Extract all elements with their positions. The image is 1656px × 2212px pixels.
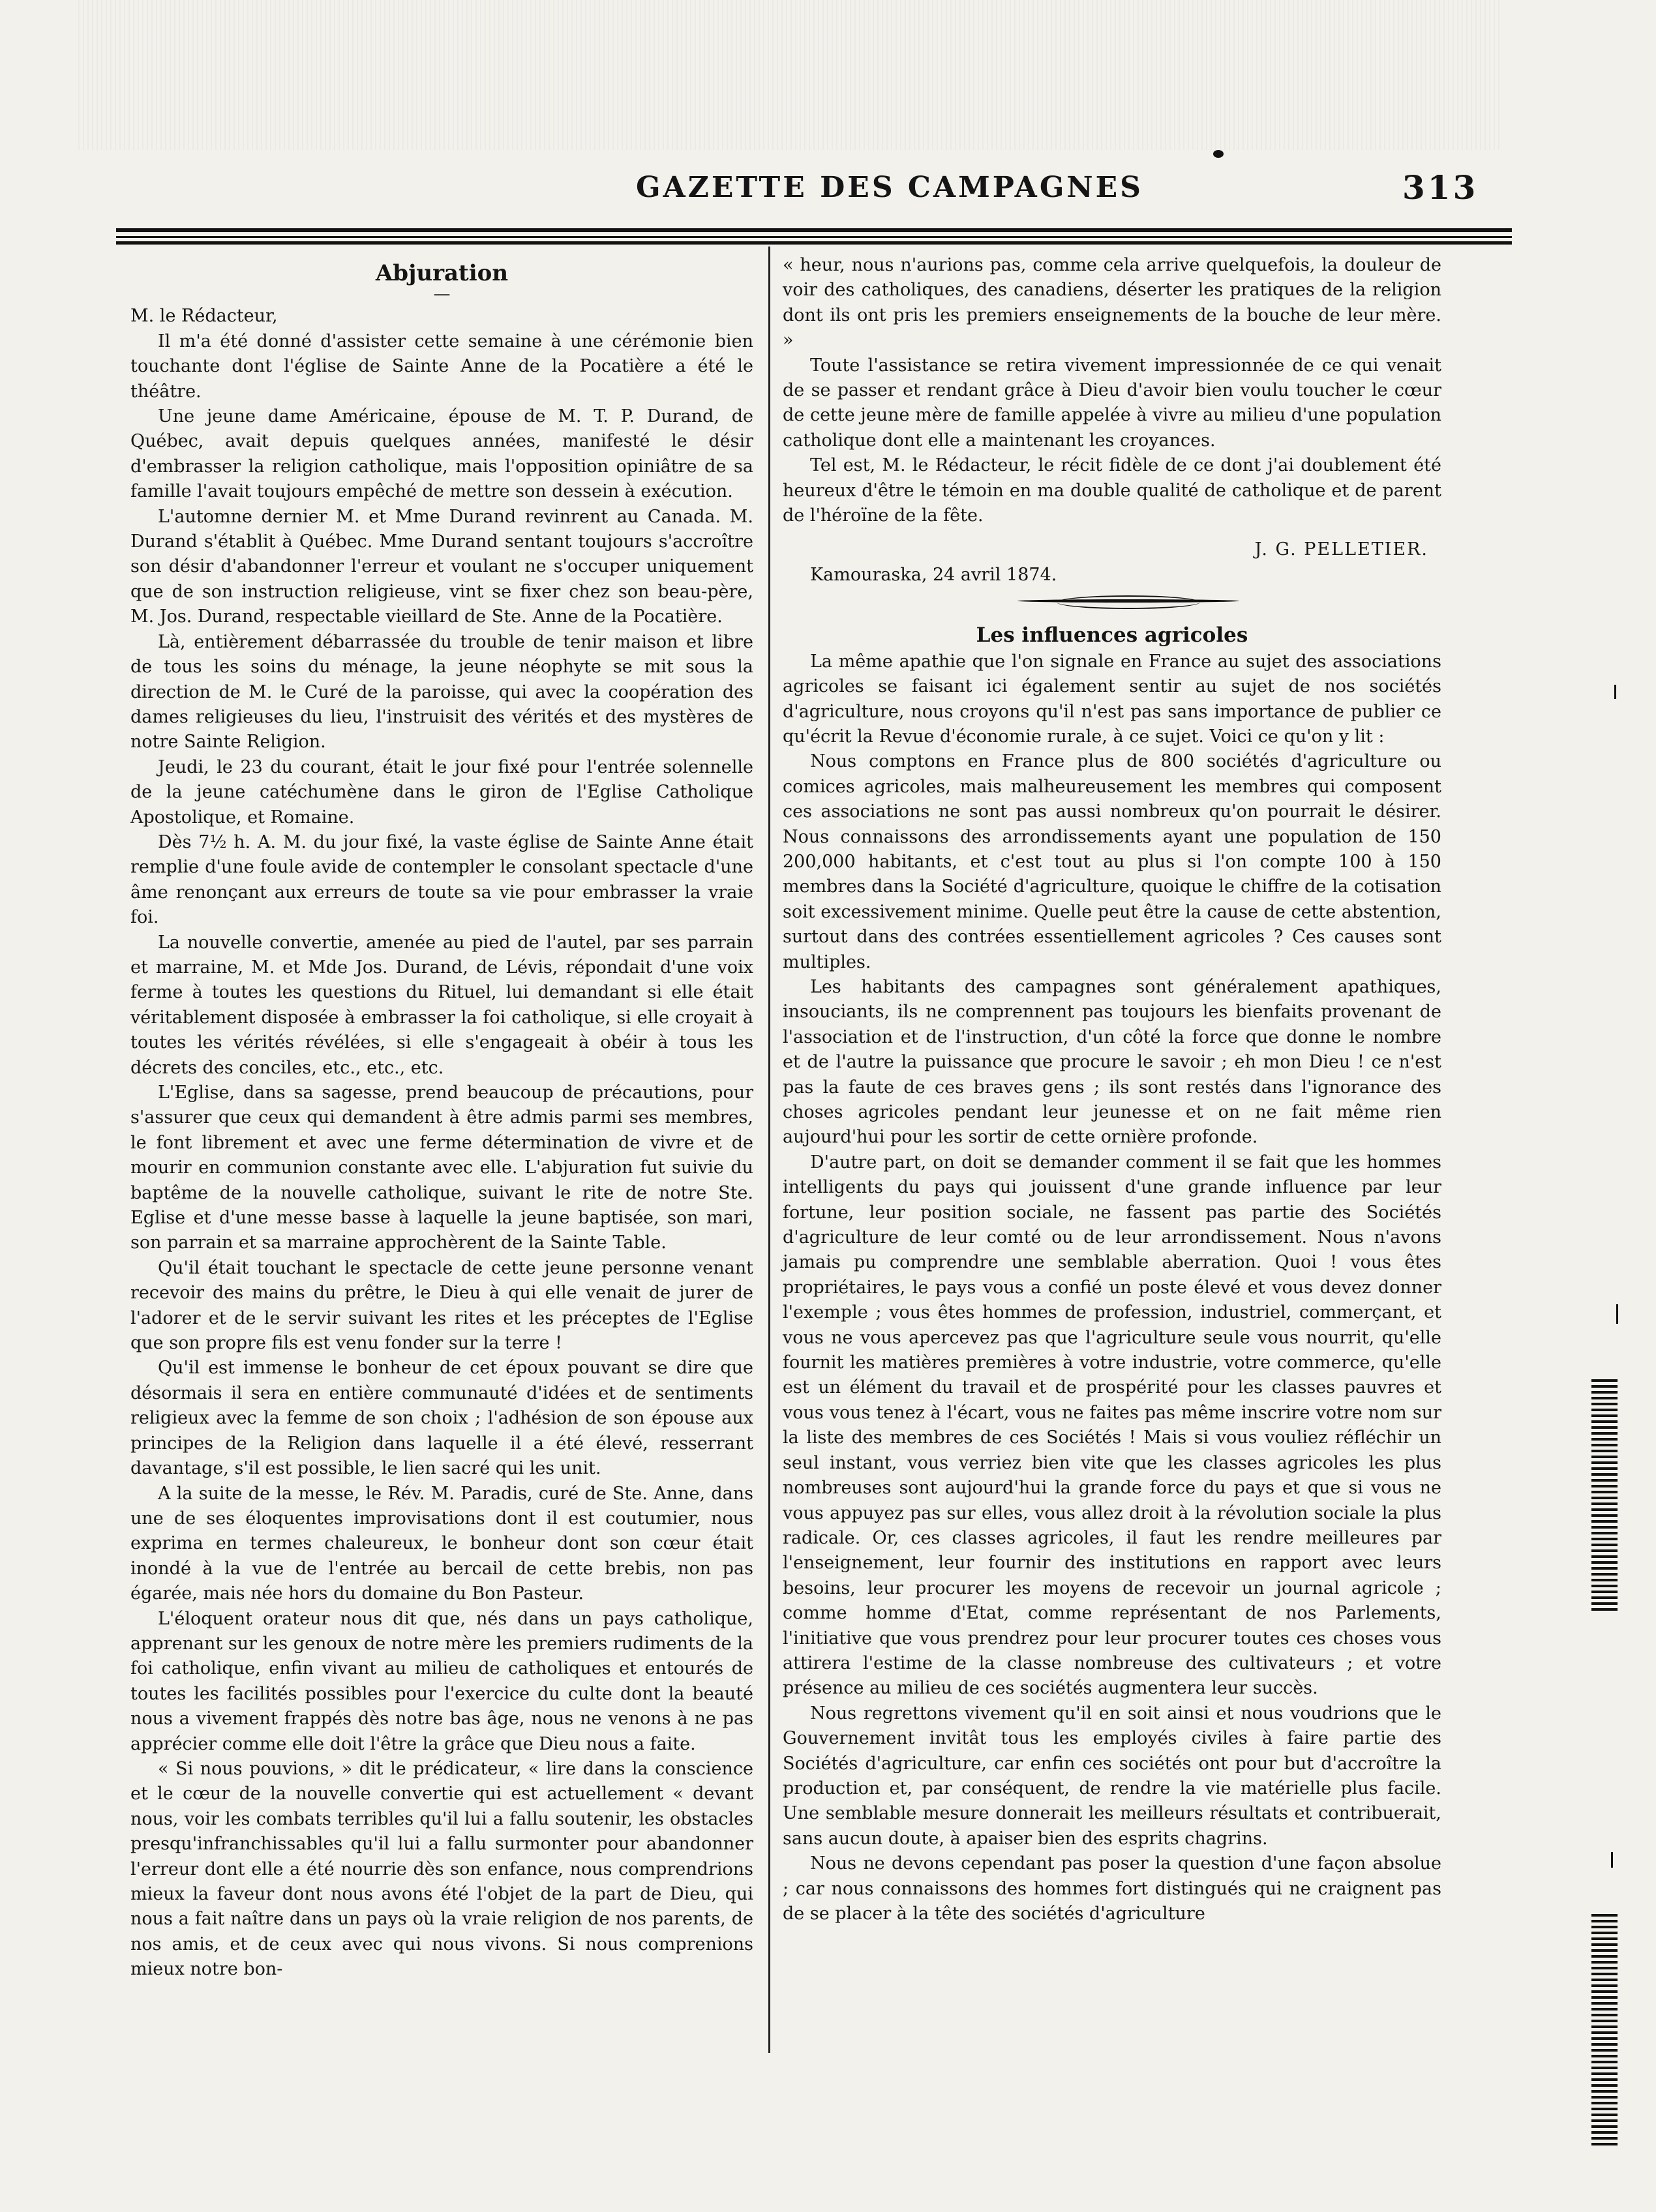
article-heading: Les influences agricoles <box>976 623 1248 648</box>
continuation-paragraph: Toute l'assistance se retira vivement impressionnée de ce qui venait de se passer et rendant grâce à Dieu d'avoir bien voulu toucher le cœur de cette jeune mère de famille appelée à vivre au milieu d'une population catholique dont elle a maintenant les croyances. <box>783 355 1441 451</box>
margin-mark <box>1616 1304 1651 1324</box>
paragraph: Qu'il est immense le bonheur de cet époux pouvant se dire que désormais il sera en entière communauté d'idées et de sentiments religieux avec la femme de son choix ; l'adhésion de son épouse aux principes de la Religion dans laquelle il a été élevé, resserrant davantage, s'il est possible, le lien sacré qui les unit. <box>130 1358 753 1479</box>
section-ornament <box>783 588 1441 615</box>
paragraph: Là, entièrement débarrassée du trouble de tenir maison et libre de tous les soins du ménage, la jeune néophyte se mit sous la direction de M. le Curé de la paroisse, qui avec la coopération des dames religieuses du lieu, l'instruisit des vérités et des mystères de notre Sainte Religion. <box>130 631 753 753</box>
paragraph: La même apathie que l'on signale en France au sujet des associations agricoles se faisant ici également sentir au sujet de nos sociétés d'agriculture, nous croyons qu'il n'est pas sans importance de publier ce qu'écrit la Revue d'économie rurale, à ce sujet. Voici ce qu'on y lit : <box>783 651 1441 747</box>
paragraph: Dès 7½ h. A. M. du jour fixé, la vaste église de Sainte Anne était remplie d'une foule avide de contempler le consolant spectacle d'une âme renonçant aux erreurs de toute sa vie pour embrasser la vraie foi. <box>130 831 753 928</box>
right-column <box>783 253 1441 1926</box>
heading-dash: — <box>433 284 451 305</box>
left-column <box>130 253 753 1982</box>
paragraph: L'Eglise, dans sa sagesse, prend beaucoup de précautions, pour s'assurer que ceux qui demandent à être admis parmi ses membres, le font librement et avec une ferme détermination de vivre et de mourir en communion constante avec elle. L'abjuration fut suivie du baptême de la nouvelle catholique, suivant le rite de notre Ste. Eglise et d'une messe basse à laquelle la jeune baptisée, son mari, son parrain et sa marraine approchèrent de la Sainte Table. <box>130 1083 753 1253</box>
paragraph: Il m'a été donné d'assister cette semaine à une cérémonie bien touchante dont l'église de Sainte Anne de la Pocatière a été le théâtre. <box>130 331 753 402</box>
paragraph: Les habitants des campagnes sont généralement apathiques, insouciants, ils ne comprennent pas toujours les bienfaits provenant de l'association et de l'instruction, d'un côté la force que donne le nombre et de l'autre la puissance que procure le savoir ; eh mon Dieu ! ce n'est pas la faute de ces braves gens ; ils sont restés dans l'ignorance des choses agricoles pendant leur jeunesse et on ne fait même rien aujourd'hui pour les sortir de cette ornière profonde. <box>783 976 1441 1148</box>
ink-blot <box>1213 150 1224 158</box>
continuation-paragraph: Tel est, M. le Rédacteur, le récit fidèle de ce dont j'ai doublement été heureux d'être le témoin en ma double qualité de catholique et de parent de l'héroïne de la fête. <box>783 455 1441 526</box>
paragraph: Qu'il était touchant le spectacle de cette jeune personne venant recevoir des mains du prêtre, le Dieu à qui elle venait de jurer de l'adorer et de le servir suivant les rites et les préceptes de l'Eglise que son propre fils est venu fonder sur la terre ! <box>130 1257 753 1354</box>
binding-edge-mark <box>1591 1376 1618 1611</box>
binding-edge-mark <box>1591 1911 1618 2145</box>
paragraph: « Si nous pouvions, » dit le prédicateur, « lire dans la conscience et le cœur de la nouvelle convertie qui est actuellement « devant nous, voir les combats terribles qu'il lui a fallu soutenir, les obstacles presqu'infranchissables qu'il lui a fallu surmonter pour abandonner l'erreur dont elle a été nourrie dès son enfance, nous comprendrions mieux la faveur dont nous avons été l'objet de la part de Dieu, qui nous a fait naître dans un pays où la vraie religion de nos parents, de nos amis, et de ceux avec qui nous vivons. Si nous comprenions mieux notre bon- <box>130 1758 753 1980</box>
masthead-title: GAZETTE DES CAMPAGNES <box>636 171 1143 204</box>
page-number: 313 <box>1402 168 1479 207</box>
paragraph: Jeudi, le 23 du courant, était le jour fixé pour l'entrée solennelle de la jeune catéchumène dans le giron de l'Eglise Catholique Apostolique, et Romaine. <box>130 756 753 828</box>
paragraph: A la suite de la messe, le Rév. M. Paradis, curé de Ste. Anne, dans une de ses éloquentes improvisations dont il est coutumier, nous exprima en termes chaleureux, le bonheur dont son cœur était inondé à la vue de l'entrée au bercail de cette brebis, non pas égarée, mais née hors du domaine du Bon Pasteur. <box>130 1483 753 1604</box>
margin-mark <box>1614 685 1649 699</box>
paragraph: Une jeune dame Américaine, épouse de M. T. P. Durand, de Québec, avait depuis quelques années, manifesté le désir d'embrasser la religion catholique, mais l'opposition opiniâtre de sa famille l'avait toujours empêché de mettre son dessein à exécution. <box>130 406 753 502</box>
salutation: M. le Rédacteur, <box>130 306 278 327</box>
article-heading: Abjuration <box>375 260 509 286</box>
signature: J. G. PELLETIER. <box>1254 539 1428 560</box>
ornament-rule <box>1017 599 1239 603</box>
header-rule <box>116 236 1512 238</box>
continuation-paragraph: « heur, nous n'aurions pas, comme cela arrive quelquefois, la douleur de voir des catholiques, des canadiens, déserter les pratiques de la religion dont ils ont pris les premiers enseignements de la bouche de leur mère. » <box>783 255 1441 351</box>
print-noise <box>78 0 1500 150</box>
header-rule <box>116 241 1512 245</box>
paragraph: L'automne dernier M. et Mme Durand revinrent au Canada. M. Durand s'établit à Québec. Mme Durand sentant toujours s'accroître son désir d'abandonner l'erreur et voulant ne s'occuper uniquement que de son instruction religieuse, vint se fixer chez son beau-père, M. Jos. Durand, respectable vieillard de Ste. Anne de la Pocatière. <box>130 506 753 627</box>
paragraph: D'autre part, on doit se demander comment il se fait que les hommes intelligents du pays qui jouissent d'une grande influence par leur fortune, leur position sociale, ne fassent pas partie des Sociétés d'agriculture de leur comté ou de leur arrondissement. Nous n'avons jamais pu comprendre une semblable aberration. Quoi ! vous êtes propriétaires, le pays vous a confié un poste élevé et vous devez donner l'exemple ; vous êtes hommes de profession, industriel, commerçant, et vous ne vous apercevez pas que l'agriculture seule vous nourrit, qu'elle fournit les matières premières à votre industrie, votre commerce, qu'elle est un élément du travail et de prospérité pour les classes pauvres et vous vous tenez à l'écart, vous ne faites pas même inscrire votre nom sur la liste des membres de ces Sociétés ! Mais si vous vouliez réfléchir un seul instant, vous verriez bien vite que les classes agricoles les plus nombreuses sont aujourd'hui la grande force du pays et que si vous ne vous appuyez pas sur elles, vous allez droit à la révolution sociale la plus radicale. Or, ces classes agricoles, il faut les rendre meilleures par l'enseignement, leur fournir des institutions en rapport avec leurs besoins, leur procurer les moyens de recevoir un journal agricole ; comme homme d'Etat, comme représentant de nos Parlements, l'initiative que vous prendrez pour leur procurer toutes ces choses vous attirera l'estime de la classe nombreuse des cultivateurs ; et votre présence au milieu de ces sociétés augmentera leur succès. <box>783 1152 1441 1699</box>
masthead <box>0 168 1656 217</box>
column-divider <box>768 247 770 2053</box>
header-rule <box>116 228 1512 232</box>
paragraph: La nouvelle convertie, amenée au pied de l'autel, par ses parrain et marraine, M. et Mde Jos. Durand, de Lévis, répondait d'une voix ferme à toutes les questions du Rituel, lui demandant si elle était véritablement disposée à embrasser la foi catholique, si elle croyait à toutes les vérités révélées, si elle s'engageait à obéir à tous les décrets des conciles, etc., etc., etc. <box>130 932 753 1078</box>
margin-mark <box>1611 1852 1646 1868</box>
paragraph: L'éloquent orateur nous dit que, nés dans un pays catholique, apprenant sur les genoux de notre mère les premiers rudiments de la foi catholique, enfin vivant au milieu de catholiques et entourés de toutes les facilités possibles pour l'exercice du culte dont la beauté nous a vivement frappés dès notre bas âge, nous ne venons à ne pas apprécier comme elle doit l'être la grâce que Dieu nous a faite. <box>130 1608 753 1754</box>
paragraph: Nous ne devons cependant pas poser la question d'une façon absolue ; car nous connaissons des hommes fort distingués qui ne craignent pas de se placer à la tête des sociétés d'agriculture <box>783 1853 1441 1924</box>
paragraph: Nous regrettons vivement qu'il en soit ainsi et nous voudrions que le Gouvernement invitât tous les employés civiles à faire partie des Sociétés d'agriculture, car enfin ces sociétés ont pour but d'accroître la production et, par conséquent, de rendre la vie matérielle plus facile. Une semblable mesure donnerait les meilleurs résultats et contribuerait, sans aucun doute, à apaiser bien des esprits chagrins. <box>783 1703 1441 1849</box>
dateline: Kamouraska, 24 avril 1874. <box>810 564 1057 585</box>
paragraph: Nous comptons en France plus de 800 sociétés d'agriculture ou comices agricoles, mais malheureusement les membres qui composent ces associations ne sont pas aussi nombreux qu'on pourrait le désirer. Nous connaissons des arrondissements ayant une population de 150 200,000 habitants, et c'est tout au plus si l'on compte 100 à 150 membres dans la Société d'agriculture, quoique le chiffre de la cotisation soit excessivement minime. Quelle peut être la cause de cette abstention, surtout dans des contrées essentiellement agricoles ? Ces causes sont multiples. <box>783 751 1441 972</box>
